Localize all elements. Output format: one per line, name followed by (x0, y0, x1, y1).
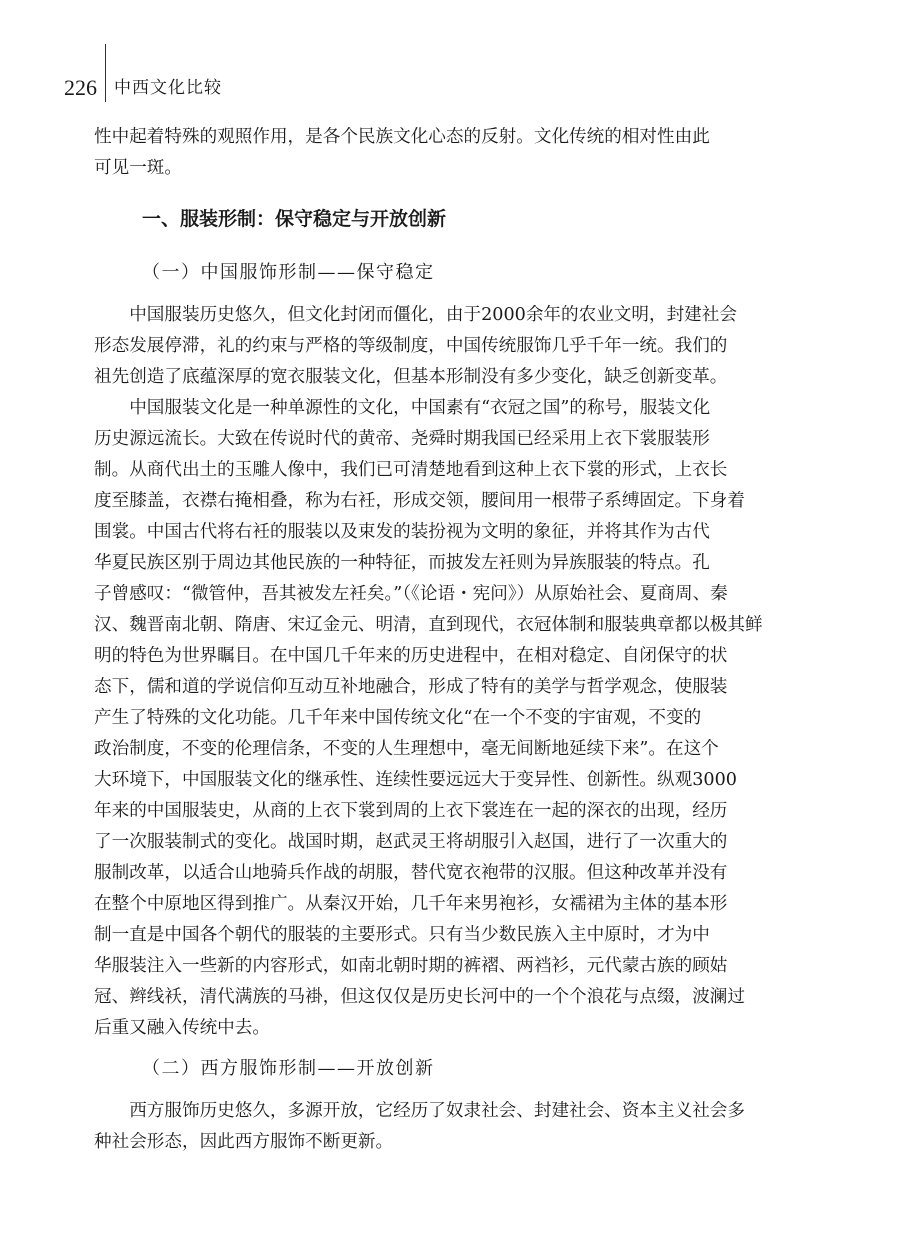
body-paragraph-3: 西方服饰历史悠久，多源开放，它经历了奴隶社会、封建社会、资本主义社会多 种社会形态，因此西方服饰不断更新。 (94, 1101, 745, 1152)
running-head (64, 42, 222, 102)
continued-paragraph: 性中起着特殊的观照作用，是各个民族文化心态的反射。文化传统的相对性由此 可见一斑。 (94, 127, 710, 178)
subsection-heading-2: （二）西方服饰形制——开放创新 (142, 1058, 435, 1079)
section-heading: 一、服装形制：保守稳定与开放创新 (142, 208, 447, 230)
page-number: 226 (64, 75, 97, 100)
body-paragraph-2: 中国服装文化是一种单源性的文化，中国素有“衣冠之国”的称号，服装文化 历史源远流长。大致在传说时代的黄帝、尧舜时期我国已经采用上衣下裳服装形 制。从商代出土的玉雕人像中，我们已可清楚地看到这种上衣下裳的形式，上衣长 度至膝盖，衣襟右掩相叠，称为右衽，形成交领，腰间用一根带子系缚固定。下身着 围裳。中国古代将右衽的服装以及束发的装扮视为文明的象征，并将其作为古代 华夏民族区别于周边其他民族的一种特征，而披发左衽则为异族服装的特点。孔 子曾感叹：“微管仲，吾其被发左衽矣。”（《论语・宪问》）从原始社会、夏商周、秦 汉、魏晋南北朝、隋唐、宋辽金元、明清，直到现代，衣冠体制和服装典章都以极其鲜 明的特色为世界瞩目。在中国几千年来的历史进程中，在相对稳定、自闭保守的状 态下，儒和道的学说信仰互动互补地融合，形成了特有的美学与哲学观念，使服装 产生了特殊的文化功能。几千年来中国传统文化“在一个不变的宇宙观，不变的 政治制度，不变的伦理信条，不变的人生理想中，毫无间断地延续下来”。在这个 大环境下，中国服装文化的继承性、连续性要远远大于变异性、创新性。纵观3000 年来的中国服装史，从商的上衣下裳到周的上衣下裳连在一起的深衣的出现，经历 了一次服装制式的变化。战国时期，赵武灵王将胡服引入赵国，进行了一次重大的 服制改革，以适合山地骑兵作战的胡服，替代宽衣袍带的汉服。但这种改革并没有 在整个中原地区得到推广。从秦汉开始，几千年来男袍衫，女襦裙为主体的基本形 制一直是中国各个朝代的服装的主要形式。只有当少数民族入主中原时，才为中 华服装注入一些新的内容形式，如南北朝时期的裤褶、两裆衫，元代蒙古族的顾姑 冠、辫线袄，清代满族的马褂，但这仅仅是历史长河中的一个个浪花与点缀，波澜过 后重又融入传统中去。 (94, 398, 763, 1038)
book-title: 中西文化比较 (114, 78, 222, 98)
header-divider (105, 44, 106, 102)
page-body (94, 122, 809, 1158)
subsection-heading-1: （一）中国服饰形制——保守稳定 (142, 262, 435, 283)
body-paragraph-1: 中国服装历史悠久，但文化封闭而僵化，由于2000余年的农业文明，封建社会 形态发展停滞，礼的约束与严格的等级制度，中国传统服饰几乎千年一统。我们的 祖先创造了底蕴深厚的宽衣服装文化，但基本形制没有多少变化，缺乏创新变革。 (94, 305, 737, 387)
